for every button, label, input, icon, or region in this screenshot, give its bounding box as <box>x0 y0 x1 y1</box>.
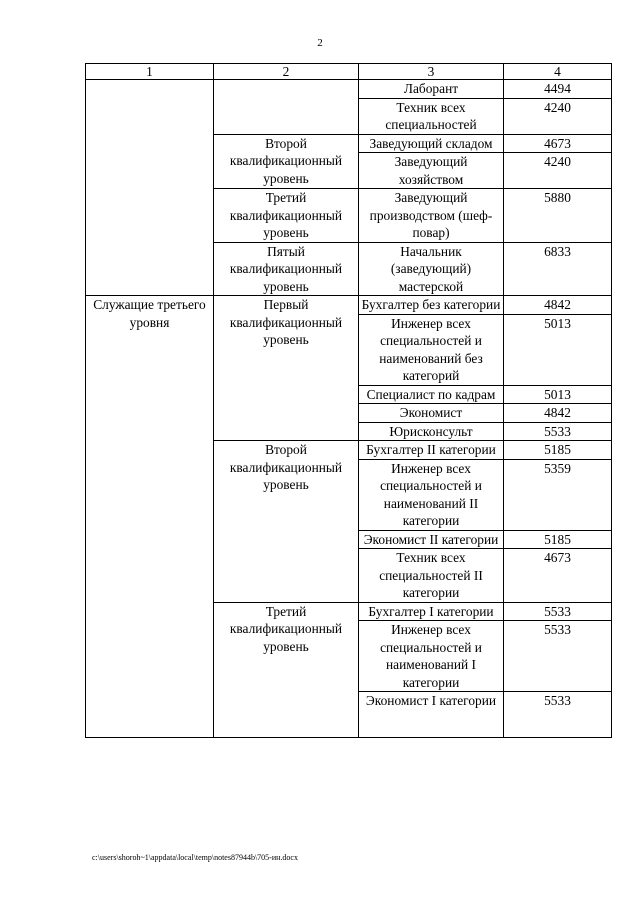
position-cell: Бухгалтер I категории <box>359 602 504 621</box>
salary-cell: 4494 <box>504 80 612 99</box>
table-header-row <box>86 64 612 80</box>
level-cell: Пятый квалификационный уровень <box>214 242 359 296</box>
salary-cell: 5880 <box>504 189 612 243</box>
position-cell: Начальник (заведующий) мастерской <box>359 242 504 296</box>
salary-cell: 5533 <box>504 621 612 692</box>
salary-cell: 5533 <box>504 602 612 621</box>
salary-cell: 5185 <box>504 441 612 460</box>
position-cell: Инженер всех специальностей и наименований II категории <box>359 459 504 530</box>
salary-cell: 6833 <box>504 242 612 296</box>
position-cell: Заведующий хозяйством <box>359 153 504 189</box>
salary-cell: 4673 <box>504 134 612 153</box>
salary-cell: 4842 <box>504 296 612 315</box>
position-cell: Бухгалтер без категории <box>359 296 504 315</box>
level-cell: Второй квалификационный уровень <box>214 441 359 603</box>
salary-cell: 5013 <box>504 314 612 385</box>
position-cell: Техник всех специальностей <box>359 98 504 134</box>
position-cell: Бухгалтер II категории <box>359 441 504 460</box>
level-cell <box>214 80 359 135</box>
position-cell: Специалист по кадрам <box>359 385 504 404</box>
level-cell: Второй квалификационный уровень <box>214 134 359 189</box>
position-cell: Техник всех специальностей II категории <box>359 549 504 603</box>
column-header: 2 <box>214 64 359 80</box>
position-cell: Экономист <box>359 404 504 423</box>
column-header: 4 <box>504 64 612 80</box>
level-cell: Третий квалификационный уровень <box>214 189 359 243</box>
position-cell: Юрисконсульт <box>359 422 504 441</box>
group-cell <box>86 80 214 296</box>
position-cell: Лаборант <box>359 80 504 99</box>
salary-cell: 4240 <box>504 98 612 134</box>
position-cell: Заведующий производством (шеф-повар) <box>359 189 504 243</box>
table-row <box>86 80 612 99</box>
position-cell: Экономист II категории <box>359 530 504 549</box>
salary-cell: 5533 <box>504 692 612 738</box>
position-cell: Инженер всех специальностей и наименований без категорий <box>359 314 504 385</box>
group-cell: Служащие третьего уровня <box>86 296 214 738</box>
salary-table <box>85 63 612 738</box>
salary-cell: 4842 <box>504 404 612 423</box>
level-cell: Первый квалификационный уровень <box>214 296 359 441</box>
salary-cell: 5533 <box>504 422 612 441</box>
column-header: 1 <box>86 64 214 80</box>
position-cell: Инженер всех специальностей и наименований I категории <box>359 621 504 692</box>
salary-cell: 5185 <box>504 530 612 549</box>
position-cell: Заведующий складом <box>359 134 504 153</box>
salary-cell: 4240 <box>504 153 612 189</box>
salary-cell: 5359 <box>504 459 612 530</box>
page-number: 2 <box>317 37 323 49</box>
position-cell: Экономист I категории <box>359 692 504 738</box>
salary-cell: 5013 <box>504 385 612 404</box>
level-cell: Третий квалификационный уровень <box>214 602 359 738</box>
table-row <box>86 296 612 315</box>
footer-file-path: c:\users\shoroh~1\appdata\local\temp\notes87944b\705-ин.docx <box>92 853 298 862</box>
salary-cell: 4673 <box>504 549 612 603</box>
column-header: 3 <box>359 64 504 80</box>
